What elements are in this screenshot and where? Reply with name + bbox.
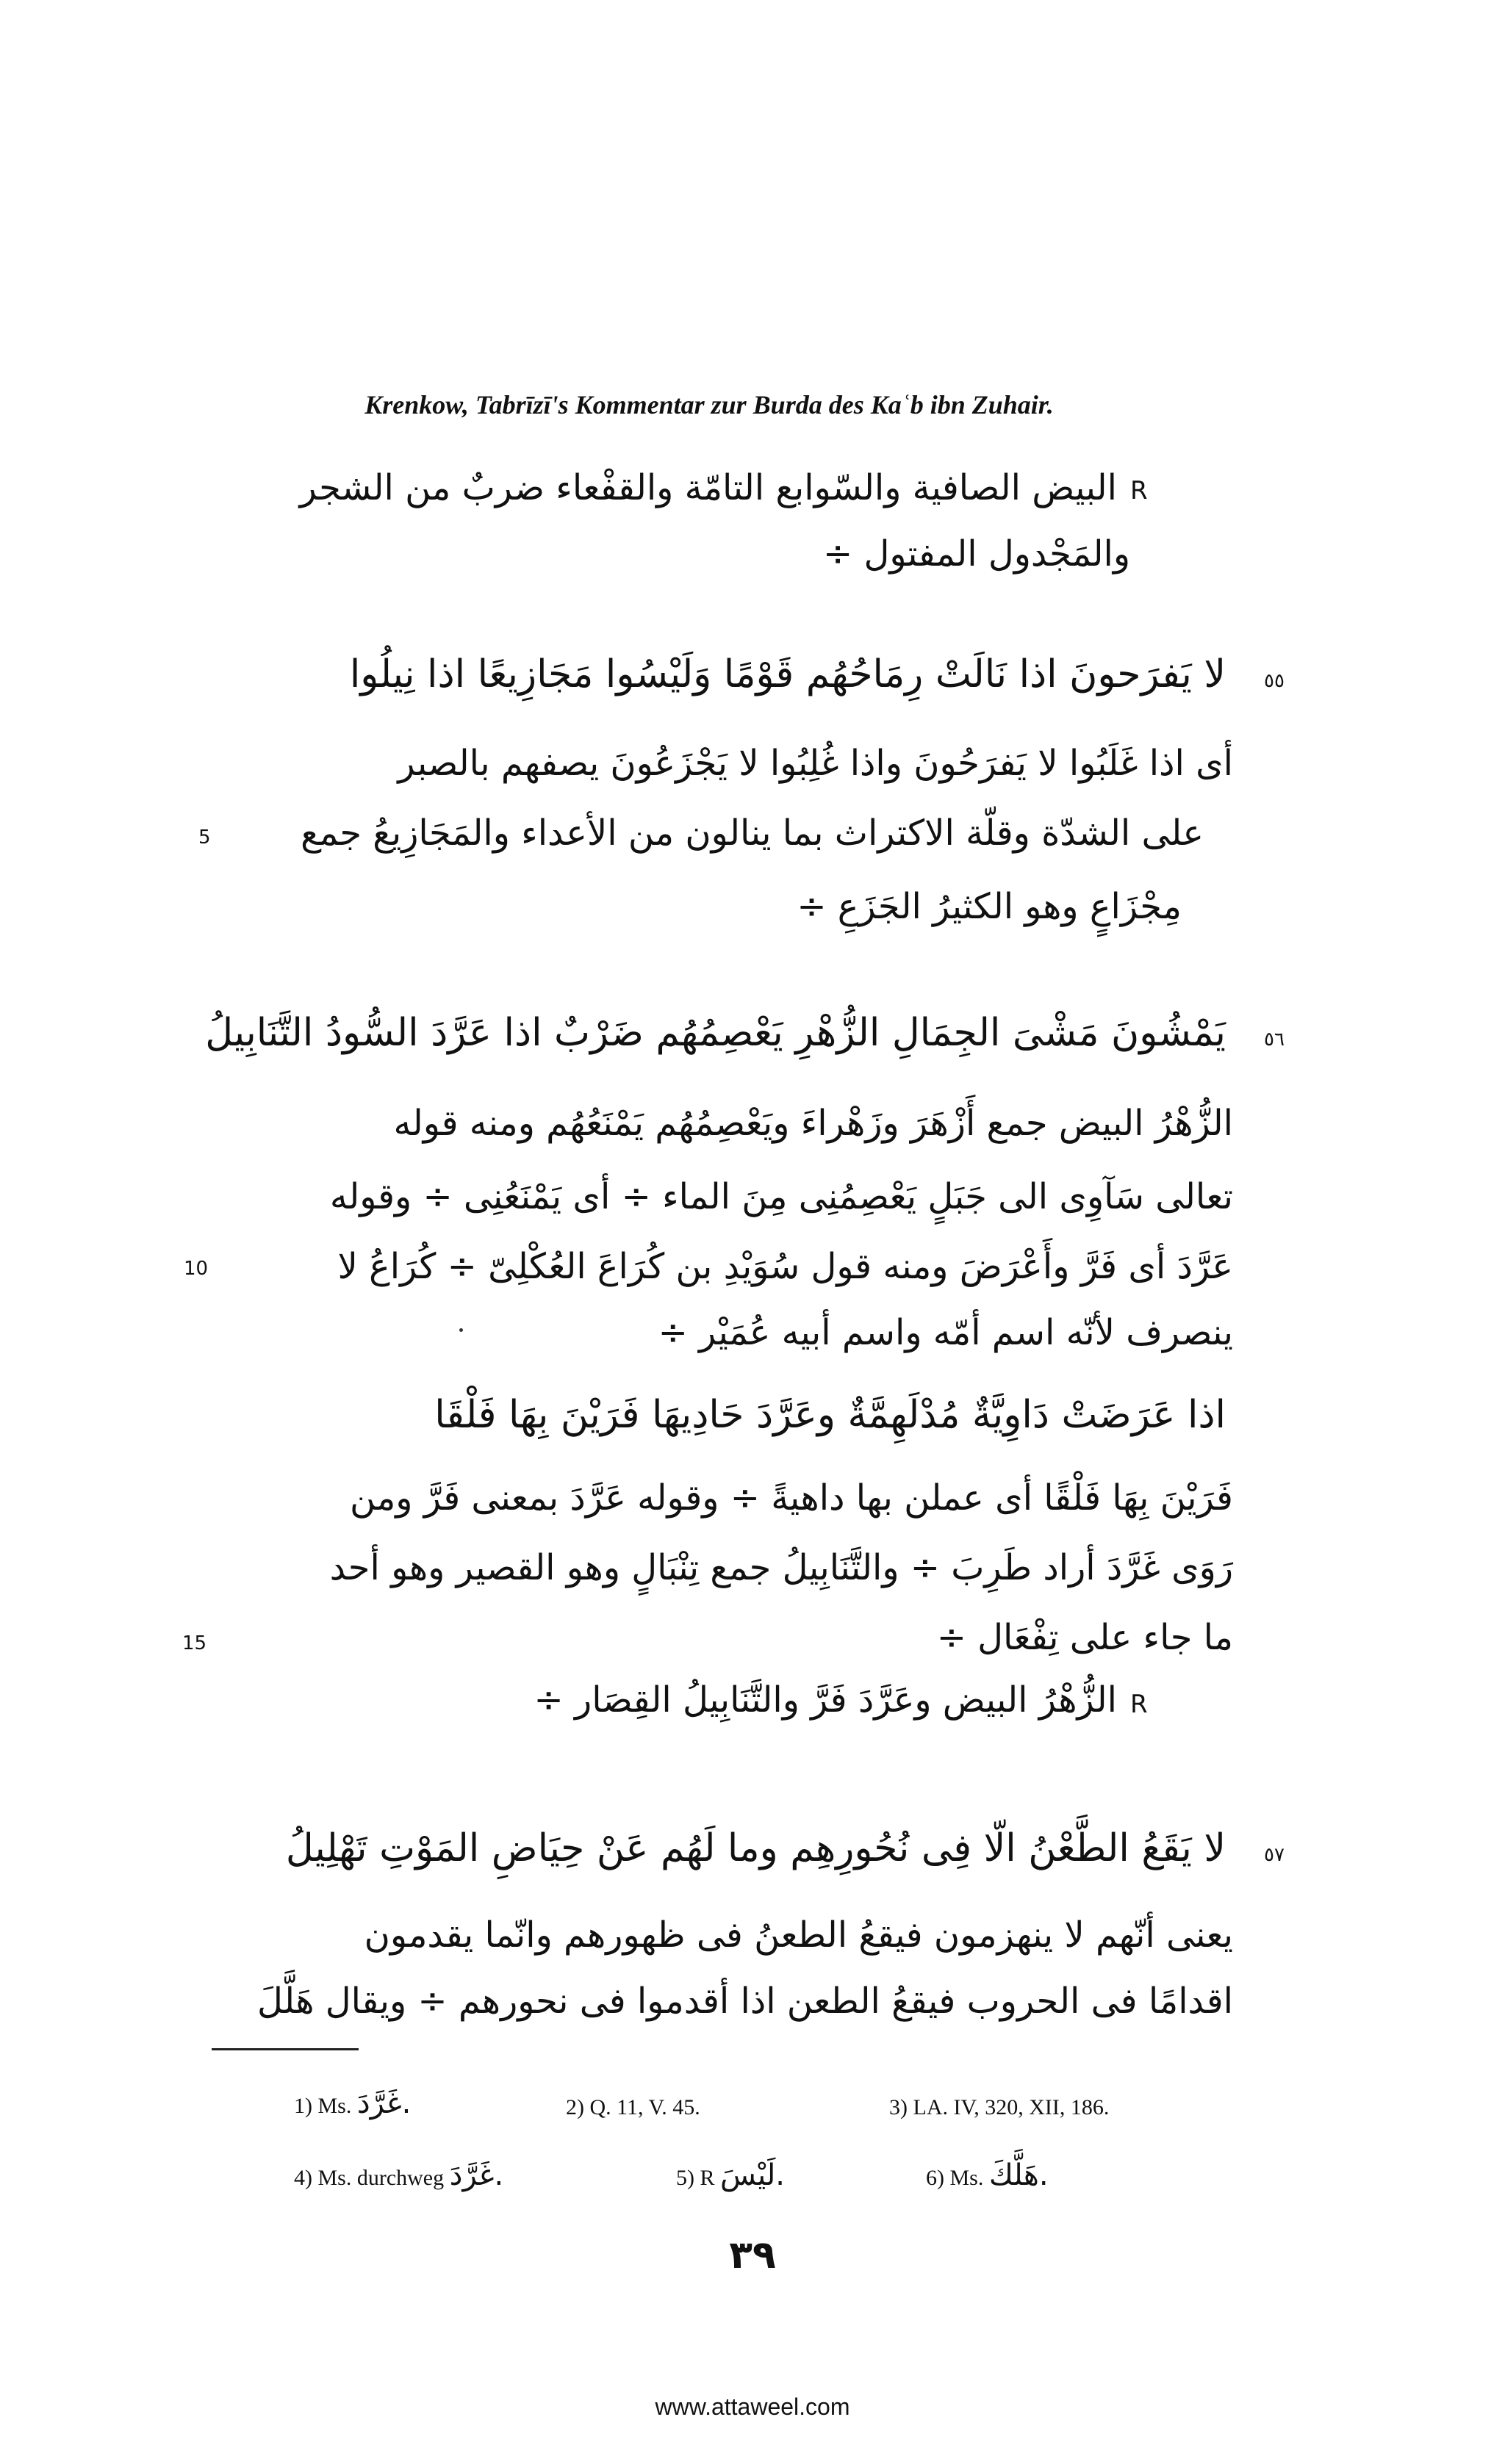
footnote-label: 3) LA. IV, 320, XII, 186.: [889, 2095, 1110, 2119]
commentary-line: الزُّهْرُ البيض جمع أَزْهَرَ وزَهْراءَ ويَعْصِمُهُم يَمْنَعُهُم ومنه قوله: [393, 1103, 1233, 1144]
verse-number: ٥٧: [1264, 1844, 1285, 1866]
verse-number: ٥٥: [1264, 670, 1285, 692]
commentary-line: ما جاء على تِفْعَال ÷: [936, 1617, 1233, 1658]
commentary-line: تعالى سَآوِى الى جَبَلٍ يَعْصِمُنِى مِنَ الماء ÷ أى يَمْنَعُنِى ÷ وقوله: [329, 1176, 1233, 1217]
verse-number: ٥٦: [1264, 1029, 1285, 1051]
source-marker: R: [1130, 476, 1148, 505]
commentary-line: يعنى أنّهم لا ينهزمون فيقعُ الطعنُ فى ظهورهم وانّما يقدمون: [364, 1914, 1233, 1956]
commentary-line: على الشدّة وقلّة الاكتراث بما ينالون من الأعداء والمَجَازِيعُ جمع: [301, 813, 1204, 854]
commentary-line: رَوَى غَرَّدَ أراد طَرِبَ ÷ والتَّنَابِيلُ جمع تِنْبَالٍ وهو القصير وهو أحد: [329, 1547, 1233, 1588]
commentary-line: فَرَيْنَ بِهَا فَلْقًا أى عملن بها داهيةً ÷ وقوله عَرَّدَ بمعنى فَرَّ ومن: [350, 1477, 1233, 1519]
line-number-marker: 10: [184, 1258, 209, 1280]
running-header: Krenkow, Tabrīzī's Kommentar zur Burda des Kaʿb ibn Zuhair.: [364, 390, 1054, 419]
text-line: الزُّهْرُ البيض وعَرَّدَ فَرَّ والتَّنَابِيلُ القِصَار ÷: [534, 1679, 1117, 1721]
commentary-line: ينصرف لأنّه اسم أمّه واسم أبيه عُمَيْر ÷: [658, 1312, 1233, 1353]
line-number-marker: 5: [198, 826, 211, 849]
footnote-label: 2) Q. 11, V. 45.: [566, 2095, 700, 2119]
commentary-line: اقدامًا فى الحروب فيقعُ الطعن اذا أقدموا فى نحورهم ÷ ويقال هَلَّلَ: [256, 1981, 1233, 2022]
stray-dot: [459, 1328, 463, 1332]
footnote: [566, 2095, 700, 2120]
footnote-label: 5) R: [676, 2166, 715, 2190]
footer-url[interactable]: www.attaweel.com: [655, 2393, 850, 2420]
commentary-line: مِجْزَاعٍ وهو الكثيرُ الجَزَعِ ÷: [797, 886, 1182, 927]
footnote-label: 4) Ms. durchweg: [294, 2166, 445, 2190]
text-line: والمَجْدول المفتول ÷: [822, 533, 1130, 574]
footnote-label: 1) Ms.: [294, 2094, 352, 2118]
line-number-marker: 15: [182, 1632, 207, 1654]
footnote-rule: [212, 2048, 359, 2050]
text-line: البيض الصافية والسّوابع التامّة والقفْعاء ضربٌ من الشجر: [299, 467, 1117, 508]
footnote-arabic: لَيْسَ.: [720, 2158, 785, 2192]
verse-line: لا يَقَعُ الطَّعْنُ الّا فِى نُحُورِهِم وما لَهُم عَنْ حِيَاضِ المَوْتِ تَهْلِيلُ: [285, 1826, 1226, 1870]
source-marker: R: [1130, 1690, 1148, 1719]
commentary-line: أى اذا غَلَبُوا لا يَفرَحُونَ واذا غُلِبُوا لا يَجْزَعُونَ يصفهم بالصبر: [398, 743, 1233, 784]
footnote: [294, 2086, 411, 2120]
footnote: [926, 2158, 1049, 2192]
footnote-arabic: هَلَّكَ.: [988, 2158, 1049, 2192]
footnote: [676, 2158, 785, 2192]
verse-line: يَمْشُونَ مَشْىَ الجِمَالِ الزُّهْرِ يَعْصِمُهُم ضَرْبٌ اذا عَرَّدَ السُّودُ التَّنَابِيلُ: [205, 1011, 1226, 1055]
footnote-arabic: غَرَّدَ.: [449, 2158, 504, 2192]
commentary-line: عَرَّدَ أى فَرَّ وأَعْرَضَ ومنه قول سُوَيْدِ بن كُرَاعَ العُكْلِىّ ÷ كُرَاعُ لا: [337, 1246, 1233, 1287]
page-number: ٣٩: [729, 2233, 776, 2277]
verse-line: لا يَفرَحونَ اذا نَالَتْ رِمَاحُهُم قَوْمًا وَلَيْسُوا مَجَازِيعًا اذا نِيلُوا: [349, 652, 1226, 696]
footnote-label: 6) Ms.: [926, 2166, 984, 2190]
footnote: [889, 2095, 1109, 2120]
footnote: [294, 2158, 503, 2192]
footnote-arabic: غَرَّدَ.: [356, 2086, 412, 2120]
quoted-verse-line: اذا عَرَضَتْ دَاوِيَّةٌ مُدْلَهِمَّةٌ وعَرَّدَ حَادِيهَا فَرَيْنَ بِهَا فَلْقَا: [434, 1393, 1226, 1437]
